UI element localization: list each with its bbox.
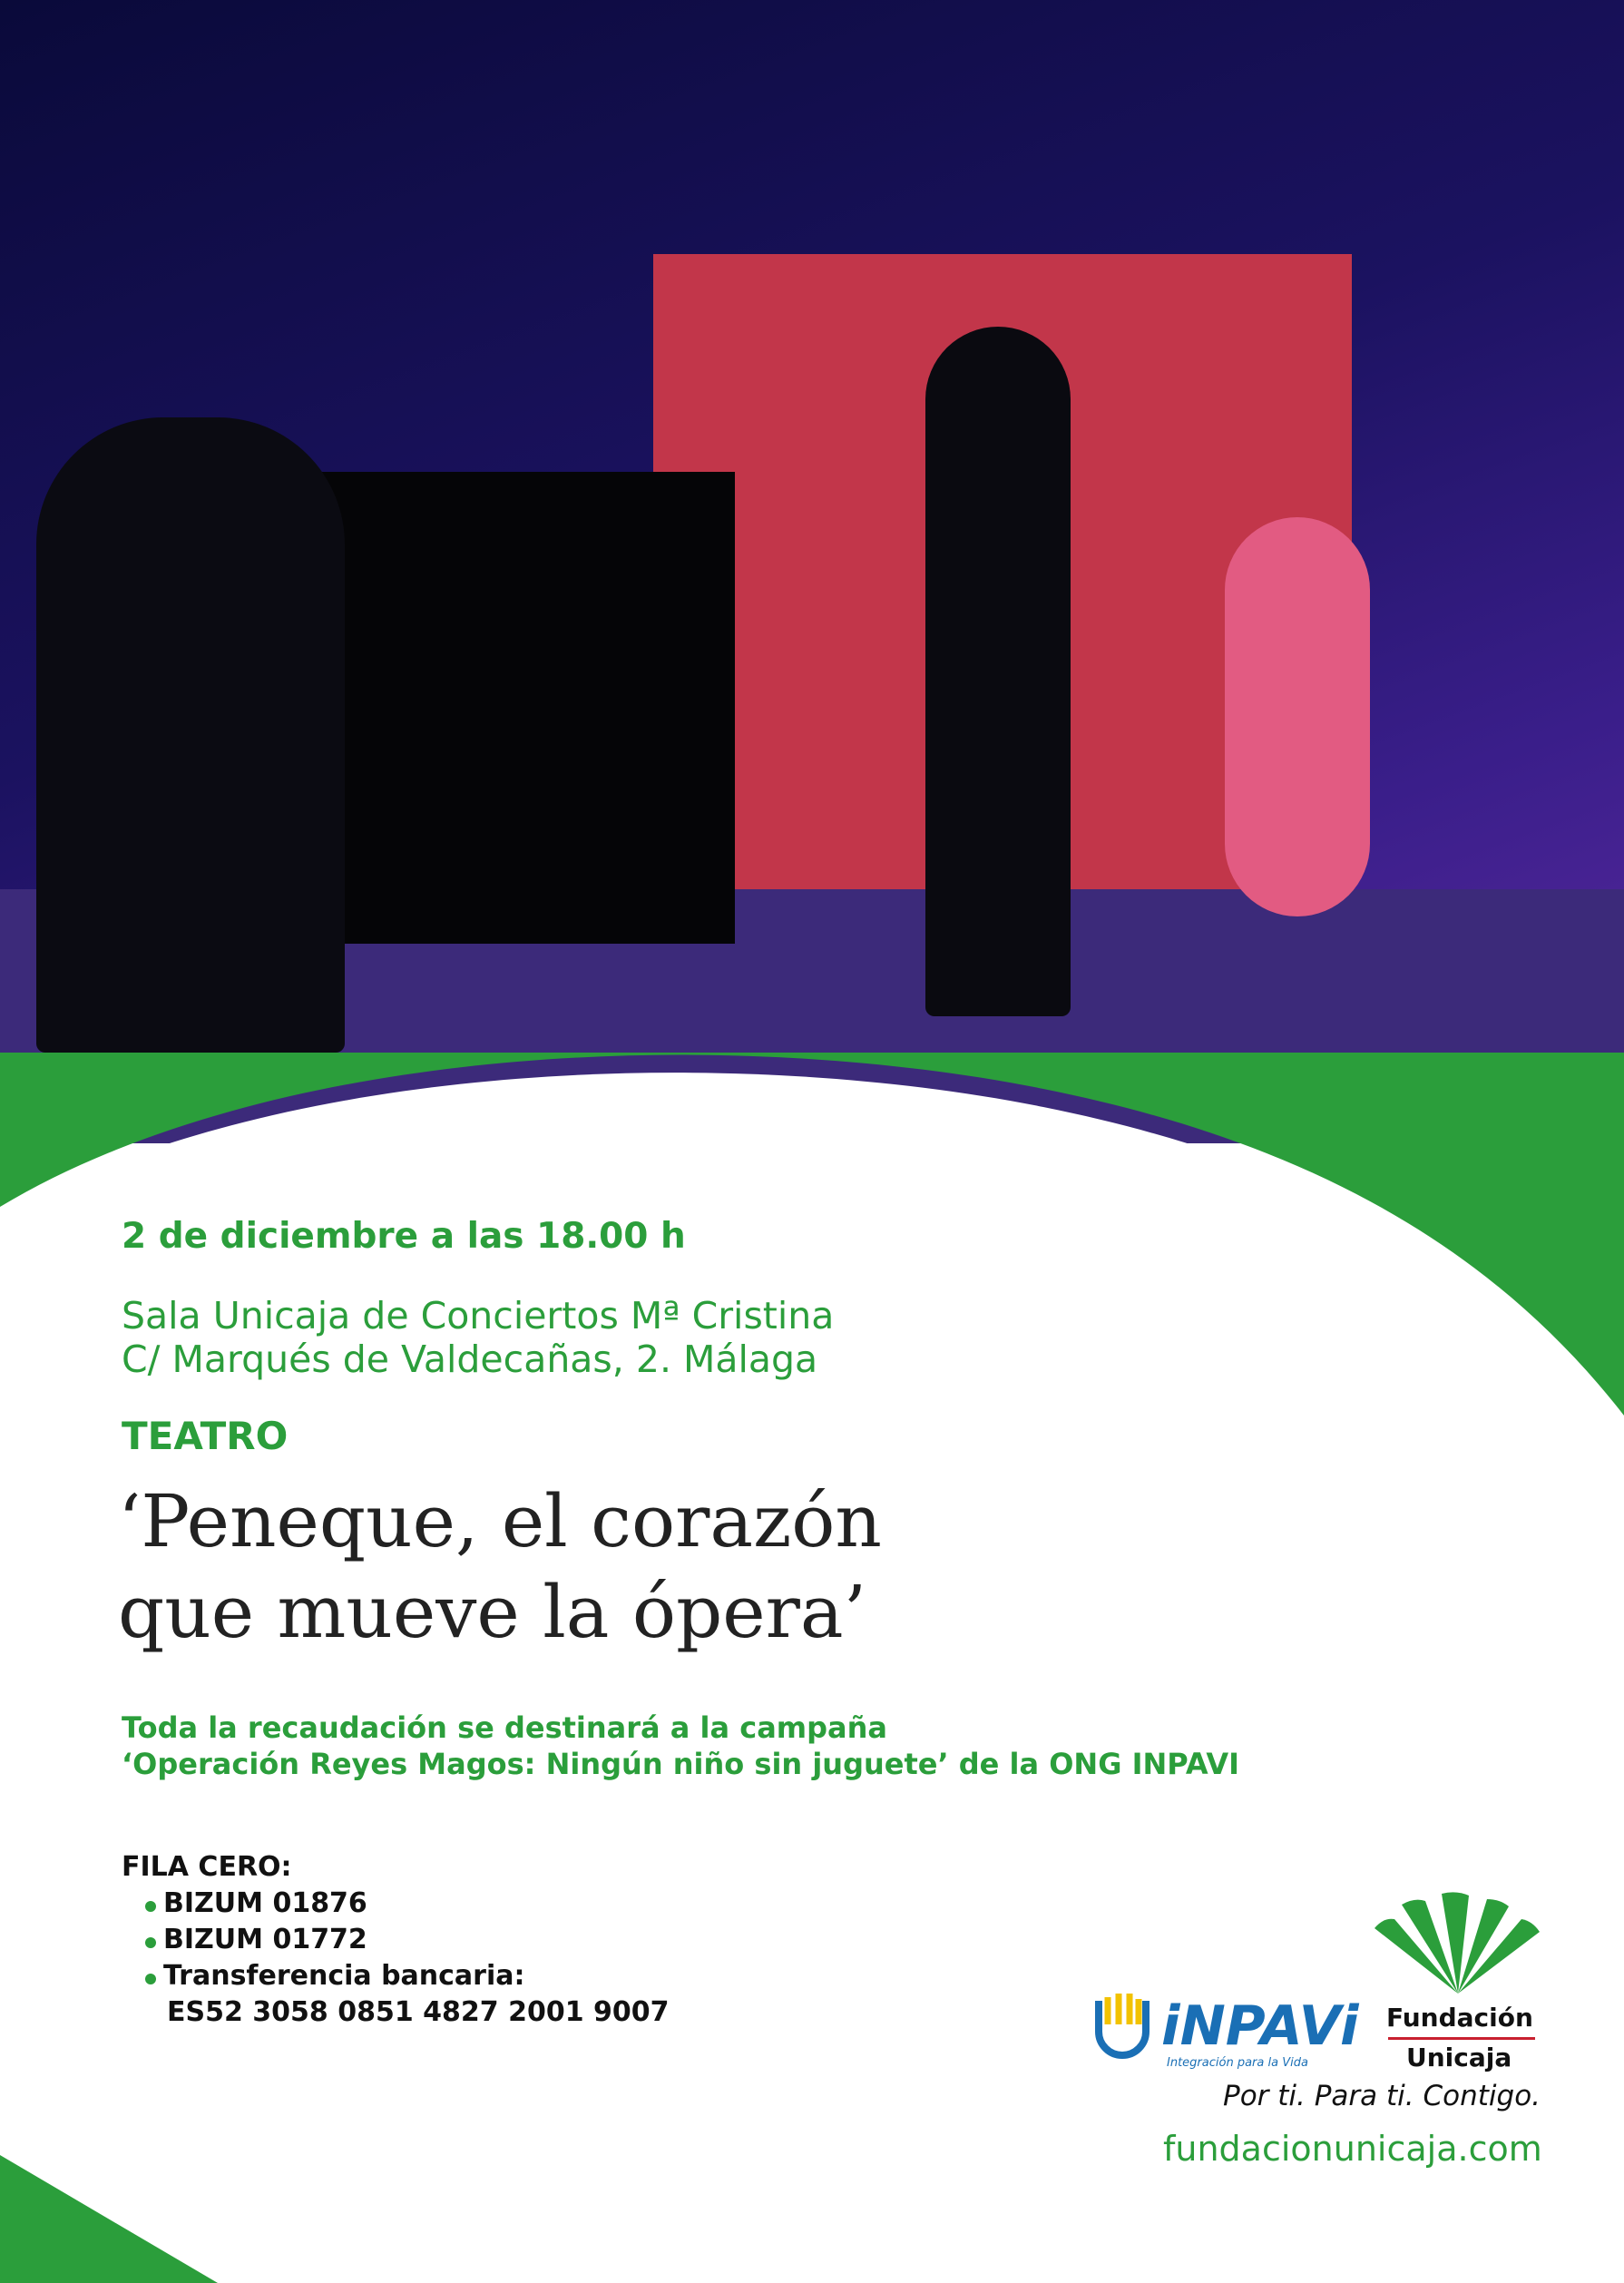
inpavi-tagline: Integración para la Vida <box>1167 2056 1308 2070</box>
event-category: TEATRO <box>122 1414 289 1458</box>
unicaja-logo-line2: Unicaja <box>1406 2043 1512 2072</box>
inpavi-hand-icon <box>1093 1992 1151 2068</box>
fundraising-note-line2: ‘Operación Reyes Magos: Ningún niño sin juguete’ de la ONG INPAVI <box>122 1747 1240 1781</box>
event-title-line1: ‘Peneque, el corazón <box>118 1479 882 1563</box>
bullet-icon <box>145 1974 156 1984</box>
bullet-icon <box>145 1901 156 1912</box>
donation-label: BIZUM 01772 <box>163 1924 367 1955</box>
event-title-line2: que mueve la ópera’ <box>118 1570 866 1654</box>
fundraising-note-line1: Toda la recaudación se destinará a la campaña <box>122 1710 887 1745</box>
venue-name: Sala Unicaja de Conciertos Mª Cristina <box>122 1294 835 1337</box>
fila-cero-heading: FILA CERO: <box>122 1851 292 1883</box>
donation-item <box>145 1924 367 1955</box>
event-date: 2 de diciembre a las 18.00 h <box>122 1216 686 1257</box>
unicaja-divider <box>1388 2037 1535 2040</box>
unicaja-logo-line1: Fundación <box>1386 2003 1533 2033</box>
donation-item <box>145 1960 525 1992</box>
donation-label: BIZUM 01876 <box>163 1887 367 1919</box>
iban-number: ES52 3058 0851 4827 2001 9007 <box>167 1996 670 2028</box>
inpavi-logo-text: iNPAVi <box>1161 1994 1359 2058</box>
donation-label: Transferencia bancaria: <box>163 1960 525 1992</box>
unicaja-leaves-icon <box>1375 1892 1542 1996</box>
donation-item <box>145 1887 367 1919</box>
footer-tagline: Por ti. Para ti. Contigo. <box>1223 2080 1541 2112</box>
website-link[interactable]: fundacionunicaja.com <box>1163 2129 1542 2169</box>
venue-address: C/ Marqués de Valdecañas, 2. Málaga <box>122 1337 818 1381</box>
bullet-icon <box>145 1937 156 1948</box>
